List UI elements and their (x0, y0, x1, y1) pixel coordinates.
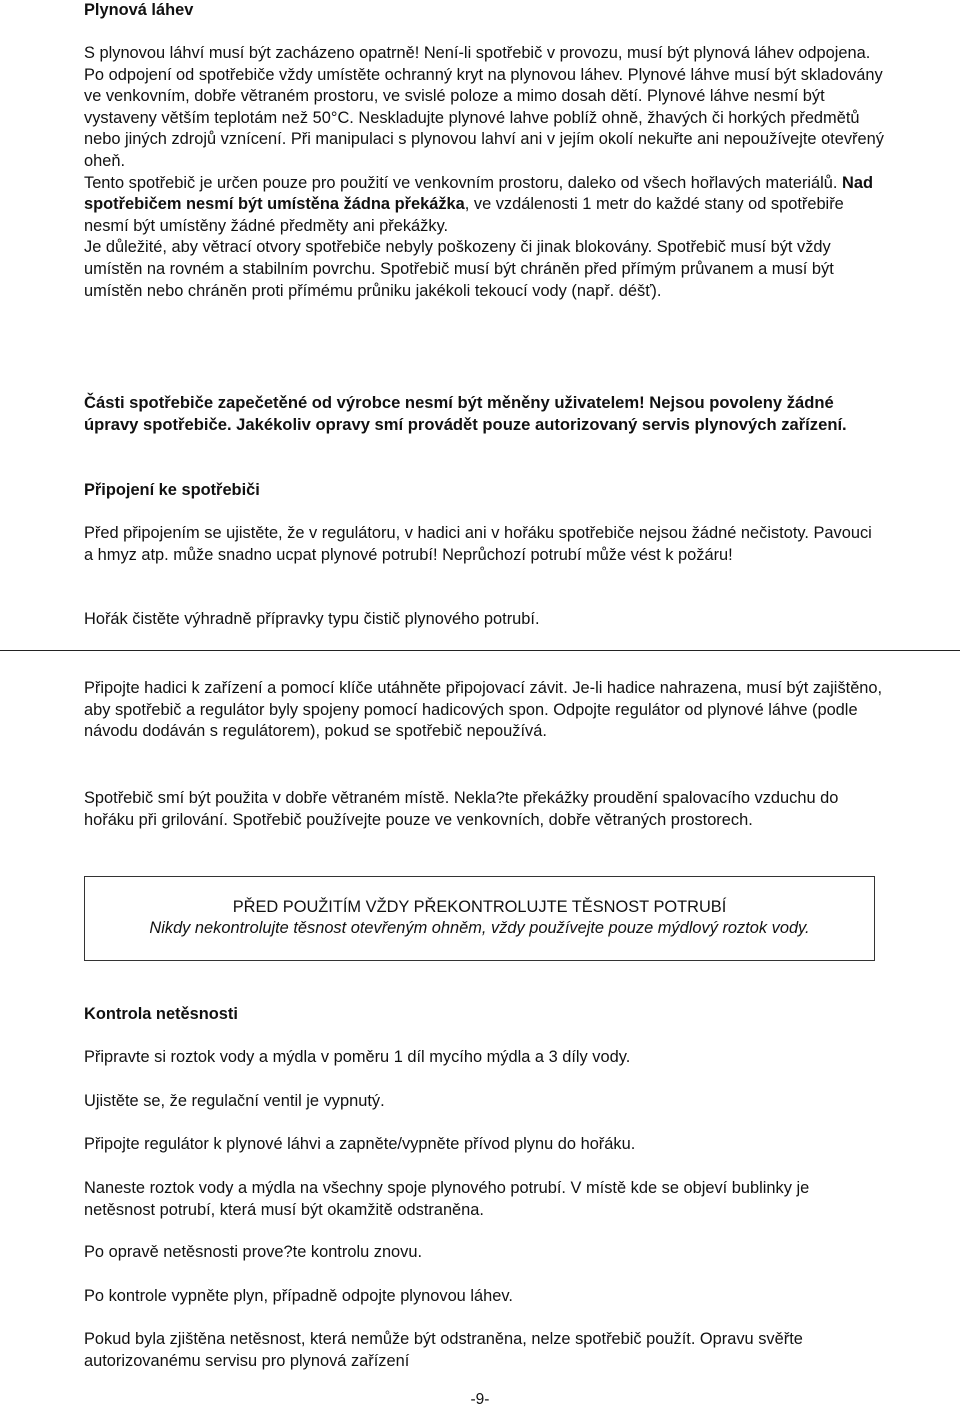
intro-text-1: S plynovou láhví musí být zacházeno opatrně! Není-li spotřebič v provozu, musí být plynová láhev odpojena. Po odpojení od spotřebiče vždy umístěte ochranný kryt na plynovou láhev. Plynové láhve musí být skladovány ve venkovním, dobře větraném prostoru, ve svislé poloze a mimo dosah dětí. Plynové láhve nesmí být vystaveny větším teplotám než 50°C. Neskladujte plynové lahve poblíž ohně, žhavých či horkých předmětů nebo jiných zdrojů vznícení. Při manipulaci s plynovou lahví ani v jejím okolí nekuřte ani nepoužívejte otevřený oheň. (84, 44, 884, 170)
connection-paragraph-1: Před připojením se ujistěte, že v regulátoru, v hadici ani v hořáku spotřebiče nejsou žádné nečistoty. Pavouci a hmyz atp. může snadno ucpat plynové potrubí! Neprůchozí potrubí může vést k požáru! (84, 524, 872, 564)
leak-check-step: Připojte regulátor k plynové láhvi a zapněte/vypněte přívod plynu do hořáku. (84, 1135, 636, 1153)
notice-box (84, 876, 875, 961)
leak-check-step: Ujistěte se, že regulační ventil je vypnutý. (84, 1092, 385, 1110)
leak-check-step: Připravte si roztok vody a mýdla v poměru 1 díl mycího mýdla a 3 díly vody. (84, 1048, 631, 1066)
intro-obstacle-warning: Nad spotřebičem nesmí být umístěna žádna překážka (84, 173, 873, 214)
leak-check-step: Naneste roztok vody a mýdla na všechny spoje plynového potrubí. V místě kde se objeví bublinky je netěsnost potrubí, která musí být okamžitě odstraněna. (84, 1179, 810, 1219)
page-number: -9- (470, 1391, 490, 1408)
leak-check-step: Po kontrole vypněte plyn, případně odpojte plynovou láhev. (84, 1287, 513, 1305)
connection-paragraph-3: Připojte hadici k zařízení a pomocí klíče utáhněte připojovací závit. Je-li hadice nahrazena, musí být zajištěno, aby spotřebič a regulátor byly spojeny pomocí hadicových spon. Odpojte regulátor od plynové láhve (podle návodu dodáván s regulátorem), pokud se spotřebič nepoužívá. (84, 679, 883, 741)
connection-paragraph-2: Hořák čistěte výhradně přípravky typu čistič plynového potrubí. (84, 610, 540, 628)
leak-check-heading: Kontrola netěsnosti (84, 1005, 238, 1023)
page-title: Plynová láhev (84, 1, 194, 19)
notice-title: PŘED POUŽITÍM VŽDY PŘEKONTROLUJTE TĚSNOST POTRUBÍ (232, 898, 727, 916)
connection-paragraph-4: Spotřebič smí být použita v dobře větraném místě. Nekla?te překážky proudění spalovacího vzduchu do hořáku při grilování. Spotřebič používejte pouze ve venkovních, dobře větraných prostorech. (84, 789, 839, 829)
intro-text-4: , ve vzdálenosti 1 metr do každé stany od spotřebiře nesmí být umístěny žádné předměty ani překážky. (84, 195, 844, 235)
notice-subtitle: Nikdy nekontrolujte těsnost otevřeným ohněm, vždy používejte pouze mýdlový roztok vody. (149, 919, 810, 937)
intro-text-2: Tento spotřebič je určen pouze pro použití ve venkovním prostoru, daleko od všech hořlavých materiálů. (84, 173, 843, 192)
horizontal-rule (0, 650, 960, 651)
intro-text-5: Je důležité, aby větrací otvory spotřebiče nebyly poškozeny či jinak blokovány. Spotřebič musí být vždy umístěn na rovném a stabilním povrchu. Spotřebič musí být chráněn před přímým průvanem a musí být umístěn nebo chráněn proti přímému průniku jakékoli tekoucí vody (např. déšť). (84, 238, 834, 300)
leak-check-step: Pokud byla zjištěna netěsnost, která nemůže být odstraněna, nelze spotřebič použít. Opravu svěřte autorizovanému servisu pro plynová zařízení (84, 1330, 803, 1370)
leak-check-step: Po opravě netěsnosti prove?te kontrolu znovu. (84, 1243, 423, 1261)
intro-paragraph (84, 43, 884, 302)
connection-heading: Připojení ke spotřebiči (84, 481, 260, 499)
warning-paragraph: Části spotřebiče zapečetěné od výrobce nesmí být měněny uživatelem! Nejsou povoleny žádné úpravy spotřebiče. Jakékoliv opravy smí provádět pouze autorizovaný servis plynových zařízení. (84, 393, 847, 434)
